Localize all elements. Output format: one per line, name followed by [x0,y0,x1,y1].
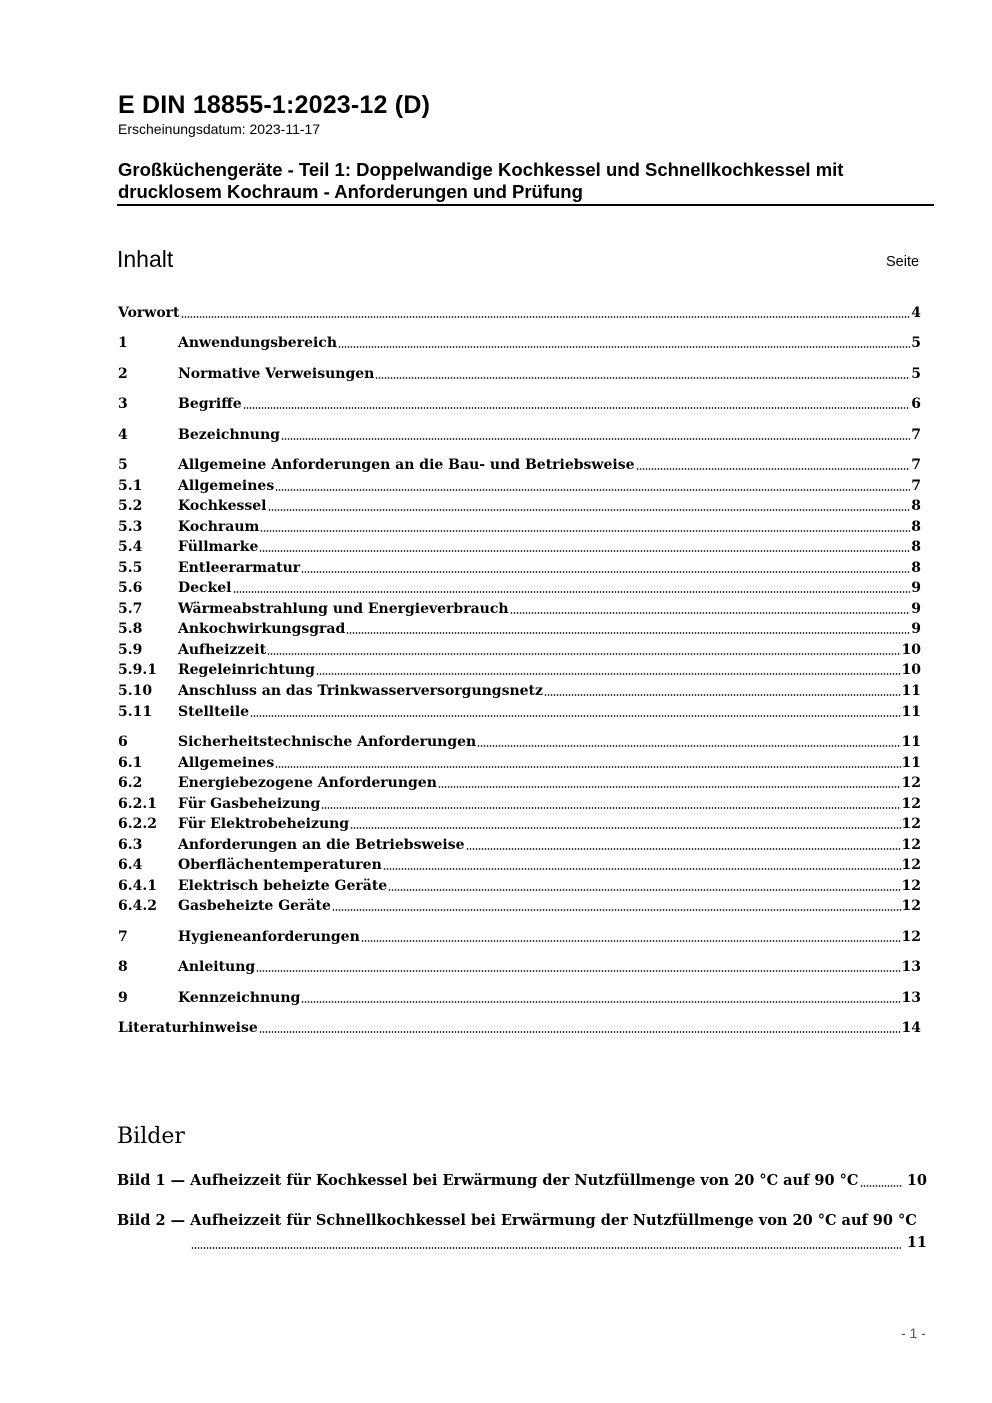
toc-entry-number: 5.9.1 [118,662,157,678]
toc-entry-page: 12 [901,775,921,791]
toc-entry-page: 8 [911,519,921,535]
toc-entry-title: Literaturhinweise [118,1020,258,1036]
figure-entry[interactable] [117,1211,927,1231]
toc-entry[interactable] [118,703,921,721]
toc-entry[interactable] [118,477,921,495]
toc-entry[interactable] [118,426,921,444]
toc-entry[interactable] [118,928,921,946]
toc-entry-page: 12 [901,929,921,945]
toc-entry[interactable] [118,958,921,976]
toc-entry-title: Elektrisch beheizte Geräte [178,878,388,894]
toc-entry-page: 7 [911,427,921,443]
toc-entry-number: 5.11 [118,704,153,720]
page-number: - 1 - [901,1325,926,1341]
toc-entry-page: 5 [911,335,921,351]
toc-entry-number: 6 [118,734,128,750]
toc-entry[interactable] [118,497,921,515]
toc-entry[interactable] [118,334,921,352]
toc-entry-page: 11 [901,683,921,699]
toc-entry-page: 12 [901,816,921,832]
toc-entry[interactable] [118,682,921,700]
toc-entry[interactable] [118,733,921,751]
title-divider [117,204,934,206]
toc-entry-page: 6 [911,396,921,412]
toc-entry[interactable] [118,989,921,1007]
toc-leader-dots [268,509,911,511]
toc-entry[interactable] [118,774,921,792]
publication-date: Erscheinungsdatum: 2023-11-17 [118,121,321,137]
toc-entry-number: 5.6 [118,580,143,596]
toc-entry-number: 5.1 [118,478,143,494]
toc-entry[interactable] [118,559,921,577]
document-title: Großküchengeräte - Teil 1: Doppelwandige Kochkessel und Schnellkochkessel mit drucklosem Kochraum - Anforderungen und Prüfung [118,159,844,202]
toc-entry[interactable] [118,641,921,659]
document-id: E DIN 18855-1:2023-12 (D) [118,91,431,119]
toc-entry-title: Anleitung [178,959,256,975]
toc-entry-page: 9 [911,601,921,617]
toc-entry-number: 5.10 [118,683,153,699]
toc-entry-title: Anwendungsbereich [178,335,337,351]
toc-entry[interactable] [118,538,921,556]
toc-entry-number: 5.8 [118,621,143,637]
figures-heading: Bilder [117,1124,185,1149]
figure-entry-label: Bild 1 — Aufheizzeit für Kochkessel bei Erwärmung der Nutzfüllmenge von 20 °C auf 90 °C [117,1172,859,1189]
toc-entry[interactable] [118,897,921,915]
toc-entry-number: 6.4.1 [118,878,157,894]
toc-entry-number: 3 [118,396,128,412]
toc-leader-dots [860,1185,902,1187]
toc-entry-title: Normative Verweisungen [178,366,375,382]
toc-entry-page: 13 [901,959,921,975]
toc-entry-title: Bezeichnung [178,427,280,443]
toc-leader-dots [332,909,901,911]
toc-entry-page: 12 [901,796,921,812]
toc-entry-number: 8 [118,959,128,975]
toc-entry[interactable] [118,795,921,813]
toc-entry-page: 14 [901,1020,921,1036]
toc-leader-dots [466,848,901,850]
toc-entry-page: 12 [901,837,921,853]
toc-entry-title: Energiebezogene Anforderungen [178,775,437,791]
toc-entry[interactable] [118,579,921,597]
toc-entry-page: 10 [901,662,921,678]
figure-entry-label: Bild 2 — Aufheizzeit für Schnellkochkessel bei Erwärmung der Nutzfüllmenge von 20 °C auf 90 °C [117,1212,917,1229]
toc-entry-vorwort[interactable] [118,304,921,322]
toc-leader-dots [375,377,910,379]
toc-leader-dots [636,468,911,470]
toc-entry-page: 8 [911,539,921,555]
toc-entry-title: Anforderungen an die Betriebsweise [178,837,465,853]
toc-entry-page: 12 [901,878,921,894]
toc-entry-number: 6.4.2 [118,898,157,914]
toc-page-column-label: Seite [886,254,920,270]
toc-entry-number: 6.2 [118,775,143,791]
toc-leader-dots [350,827,900,829]
toc-leader-dots [301,571,910,573]
toc-leader-dots [267,653,900,655]
toc-leader-dots [250,715,900,717]
toc-heading: Inhalt [117,246,174,272]
toc-entry-page: 12 [901,898,921,914]
toc-entry[interactable] [118,395,921,413]
toc-entry-title: Begriffe [178,396,242,412]
toc-leader-dots [260,530,910,532]
toc-entry-title: Füllmarke [178,539,259,555]
toc-entry-title: Sicherheitstechnische Anforderungen [178,734,477,750]
toc-entry[interactable] [118,456,921,474]
toc-entry-title: Allgemeine Anforderungen an die Bau- und Betriebsweise [178,457,635,473]
toc-leader-dots [181,316,911,318]
toc-entry[interactable] [118,815,921,833]
toc-entry[interactable] [118,877,921,895]
toc-entry-page: 9 [911,580,921,596]
toc-entry-page: 12 [901,857,921,873]
toc-entry[interactable] [118,754,921,772]
toc-entry-page: 11 [901,734,921,750]
toc-entry-title: Allgemeines [178,478,275,494]
toc-entry[interactable] [118,365,921,383]
toc-entry-title: Gasbeheizte Geräte [178,898,331,914]
toc-entry-page: 10 [901,642,921,658]
toc-entry[interactable] [118,836,921,854]
toc-entry-title: Kennzeichnung [178,990,301,1006]
toc-entry-title: Stellteile [178,704,250,720]
toc-leader-dots [338,346,910,348]
toc-entry-number: 6.4 [118,857,143,873]
toc-entry-title: Hygieneanforderungen [178,929,360,945]
toc-entry-number: 5.2 [118,498,143,514]
toc-entry[interactable] [118,620,921,638]
toc-entry-title: Vorwort [118,305,180,321]
toc-entry-number: 1 [118,335,128,351]
figure-entry-page: 11 [906,1234,927,1251]
toc-entry-number: 6.2.2 [118,816,157,832]
toc-entry-page: 7 [911,478,921,494]
toc-leader-dots [321,807,900,809]
toc-entry-title: Für Gasbeheizung [178,796,321,812]
toc-entry-number: 5.4 [118,539,143,555]
toc-leader-dots [316,673,901,675]
toc-leader-dots [259,550,910,552]
toc-entry-title: Kochraum [178,519,260,535]
toc-leader-dots [301,1001,900,1003]
toc-entry-page: 8 [911,560,921,576]
toc-leader-dots [383,868,901,870]
toc-entry-number: 2 [118,366,128,382]
toc-entry-number: 6.3 [118,837,143,853]
toc-entry-number: 5.5 [118,560,143,576]
toc-entry[interactable] [118,518,921,536]
toc-entry-number: 5 [118,457,128,473]
toc-entry-page: 4 [911,305,921,321]
toc-entry-title: Für Elektrobeheizung [178,816,350,832]
toc-leader-dots [346,632,910,634]
toc-leader-dots [388,889,900,891]
toc-entry-page: 8 [911,498,921,514]
toc-entry-number: 5.9 [118,642,143,658]
toc-entry-title: Kochkessel [178,498,267,514]
toc-entry-title: Entleerarmatur [178,560,301,576]
toc-entry-number: 7 [118,929,128,945]
toc-leader-dots [477,745,900,747]
toc-entry-page: 5 [911,366,921,382]
toc-entry-number: 5.7 [118,601,143,617]
toc-entry-page: 13 [901,990,921,1006]
toc-entry-title: Oberflächentemperaturen [178,857,382,873]
toc-entry-number: 6.1 [118,755,143,771]
toc-entry-number: 9 [118,990,128,1006]
toc-leader-dots [438,786,901,788]
toc-entry-title: Regeleinrichtung [178,662,315,678]
toc-entry-number: 6.2.1 [118,796,157,812]
toc-leader-dots [275,489,910,491]
figure-entry[interactable] [117,1171,927,1191]
toc-leader-dots [191,1247,901,1249]
toc-entry-page: 11 [901,755,921,771]
toc-entry-title: Aufheizzeit [178,642,267,658]
toc-entry-title: Allgemeines [178,755,275,771]
figure-entry-continuation[interactable] [190,1233,927,1253]
toc-entry-page: 9 [911,621,921,637]
toc-entry-literaturhinweise[interactable] [118,1019,921,1037]
toc-entry-number: 5.3 [118,519,143,535]
toc-leader-dots [544,694,901,696]
toc-leader-dots [243,407,911,409]
toc-entry[interactable] [118,661,921,679]
toc-entry-title: Anschluss an das Trinkwasserversorgungsnetz [178,683,543,699]
figure-entry-page: 10 [906,1172,927,1189]
toc-entry-title: Ankochwirkungsgrad [178,621,346,637]
toc-entry-page: 11 [901,704,921,720]
toc-leader-dots [233,591,911,593]
toc-leader-dots [256,970,900,972]
toc-leader-dots [281,438,910,440]
toc-leader-dots [361,940,901,942]
toc-entry-page: 7 [911,457,921,473]
toc-entry-number: 4 [118,427,128,443]
toc-entry-title: Deckel [178,580,232,596]
toc-leader-dots [510,612,911,614]
toc-entry[interactable] [118,600,921,618]
toc-leader-dots [275,766,900,768]
toc-entry-title: Wärmeabstrahlung und Energieverbrauch [178,601,509,617]
toc-leader-dots [259,1031,901,1033]
toc-entry[interactable] [118,856,921,874]
